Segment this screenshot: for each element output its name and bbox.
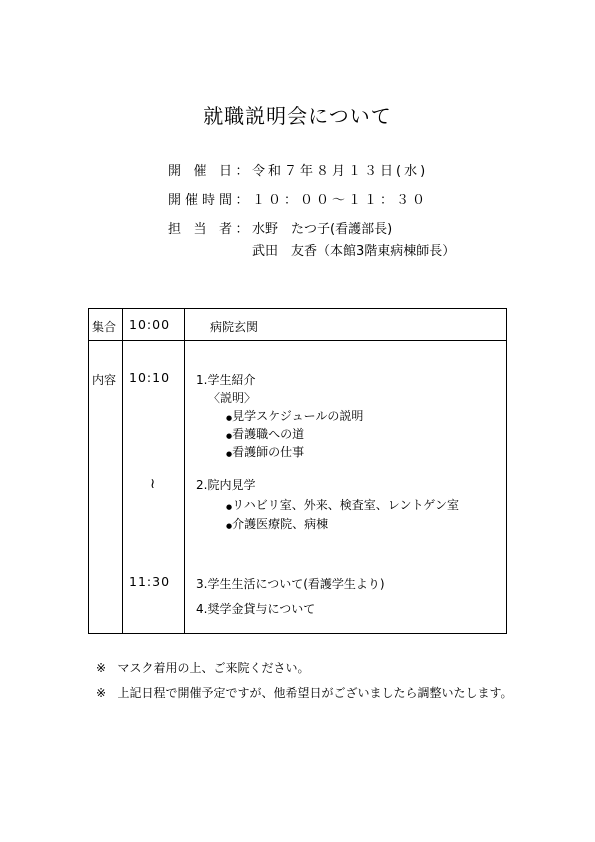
note-1 bbox=[96, 659, 310, 676]
date-label: 開催日 bbox=[168, 164, 232, 179]
bullet-icon: ● bbox=[226, 450, 233, 458]
item-2-bullet: ●リハビリ室、外来、検査室、レントゲン室 bbox=[226, 498, 459, 512]
row1-time: 10:00 bbox=[129, 317, 171, 332]
table-divider-2 bbox=[184, 308, 185, 634]
bullet-icon: ● bbox=[226, 522, 233, 530]
staff-label: 担当者 bbox=[168, 222, 232, 237]
time-label: 開催時間 bbox=[168, 193, 232, 208]
bullet-icon: ● bbox=[226, 503, 233, 511]
date-value: 令和７年８月１３日(水) bbox=[252, 164, 429, 179]
row1-content: 病院玄関 bbox=[210, 320, 259, 334]
item-1-bullet: ●看護師の仕事 bbox=[226, 445, 305, 459]
staff-1: 水野 たつ子(看護部長) bbox=[252, 222, 393, 237]
item-1: 1.学生紹介 bbox=[196, 373, 256, 387]
row2-label: 内容 bbox=[92, 373, 117, 387]
row1-label: 集合 bbox=[92, 320, 117, 334]
time-value: １０：００～１１：３０ bbox=[252, 193, 429, 208]
staff-row bbox=[168, 218, 392, 237]
bullet-icon: ● bbox=[226, 432, 233, 440]
date-separator: ： bbox=[235, 164, 249, 179]
page-title: 就職説明会について bbox=[203, 104, 392, 128]
note-2 bbox=[96, 684, 513, 701]
staff-separator: ： bbox=[235, 222, 249, 237]
note-mark: ※ bbox=[96, 661, 107, 675]
item-4: 4.奨学金貸与について bbox=[196, 602, 316, 616]
note-text: マスク着用の上、ご来院ください。 bbox=[117, 661, 310, 675]
table-row-divider bbox=[88, 340, 507, 341]
note-text: 上記日程で開催予定ですが、他希望日がございましたら調整いたします。 bbox=[117, 686, 513, 700]
tilde-mark: ≀ bbox=[150, 476, 156, 492]
item-1-bullet: ●看護職への道 bbox=[226, 427, 305, 441]
row2-time: 10:10 bbox=[129, 370, 171, 385]
item-1-sub: 〈説明〉 bbox=[208, 391, 257, 405]
item-2-bullet: ●介護医療院、病棟 bbox=[226, 517, 329, 531]
time-separator: ： bbox=[235, 193, 249, 208]
time-row bbox=[168, 189, 428, 208]
item-1-bullet: ●見学スケジュールの説明 bbox=[226, 409, 364, 423]
date-row bbox=[168, 160, 428, 179]
row2-time-end: 11:30 bbox=[129, 574, 171, 589]
table-divider-1 bbox=[122, 308, 123, 634]
note-mark: ※ bbox=[96, 686, 107, 700]
bullet-icon: ● bbox=[226, 414, 233, 422]
item-3: 3.学生生活について(看護学生より) bbox=[196, 577, 385, 591]
staff-2: 武田 友香（本館3階東病棟師長） bbox=[252, 244, 456, 259]
item-2: 2.院内見学 bbox=[196, 478, 256, 492]
